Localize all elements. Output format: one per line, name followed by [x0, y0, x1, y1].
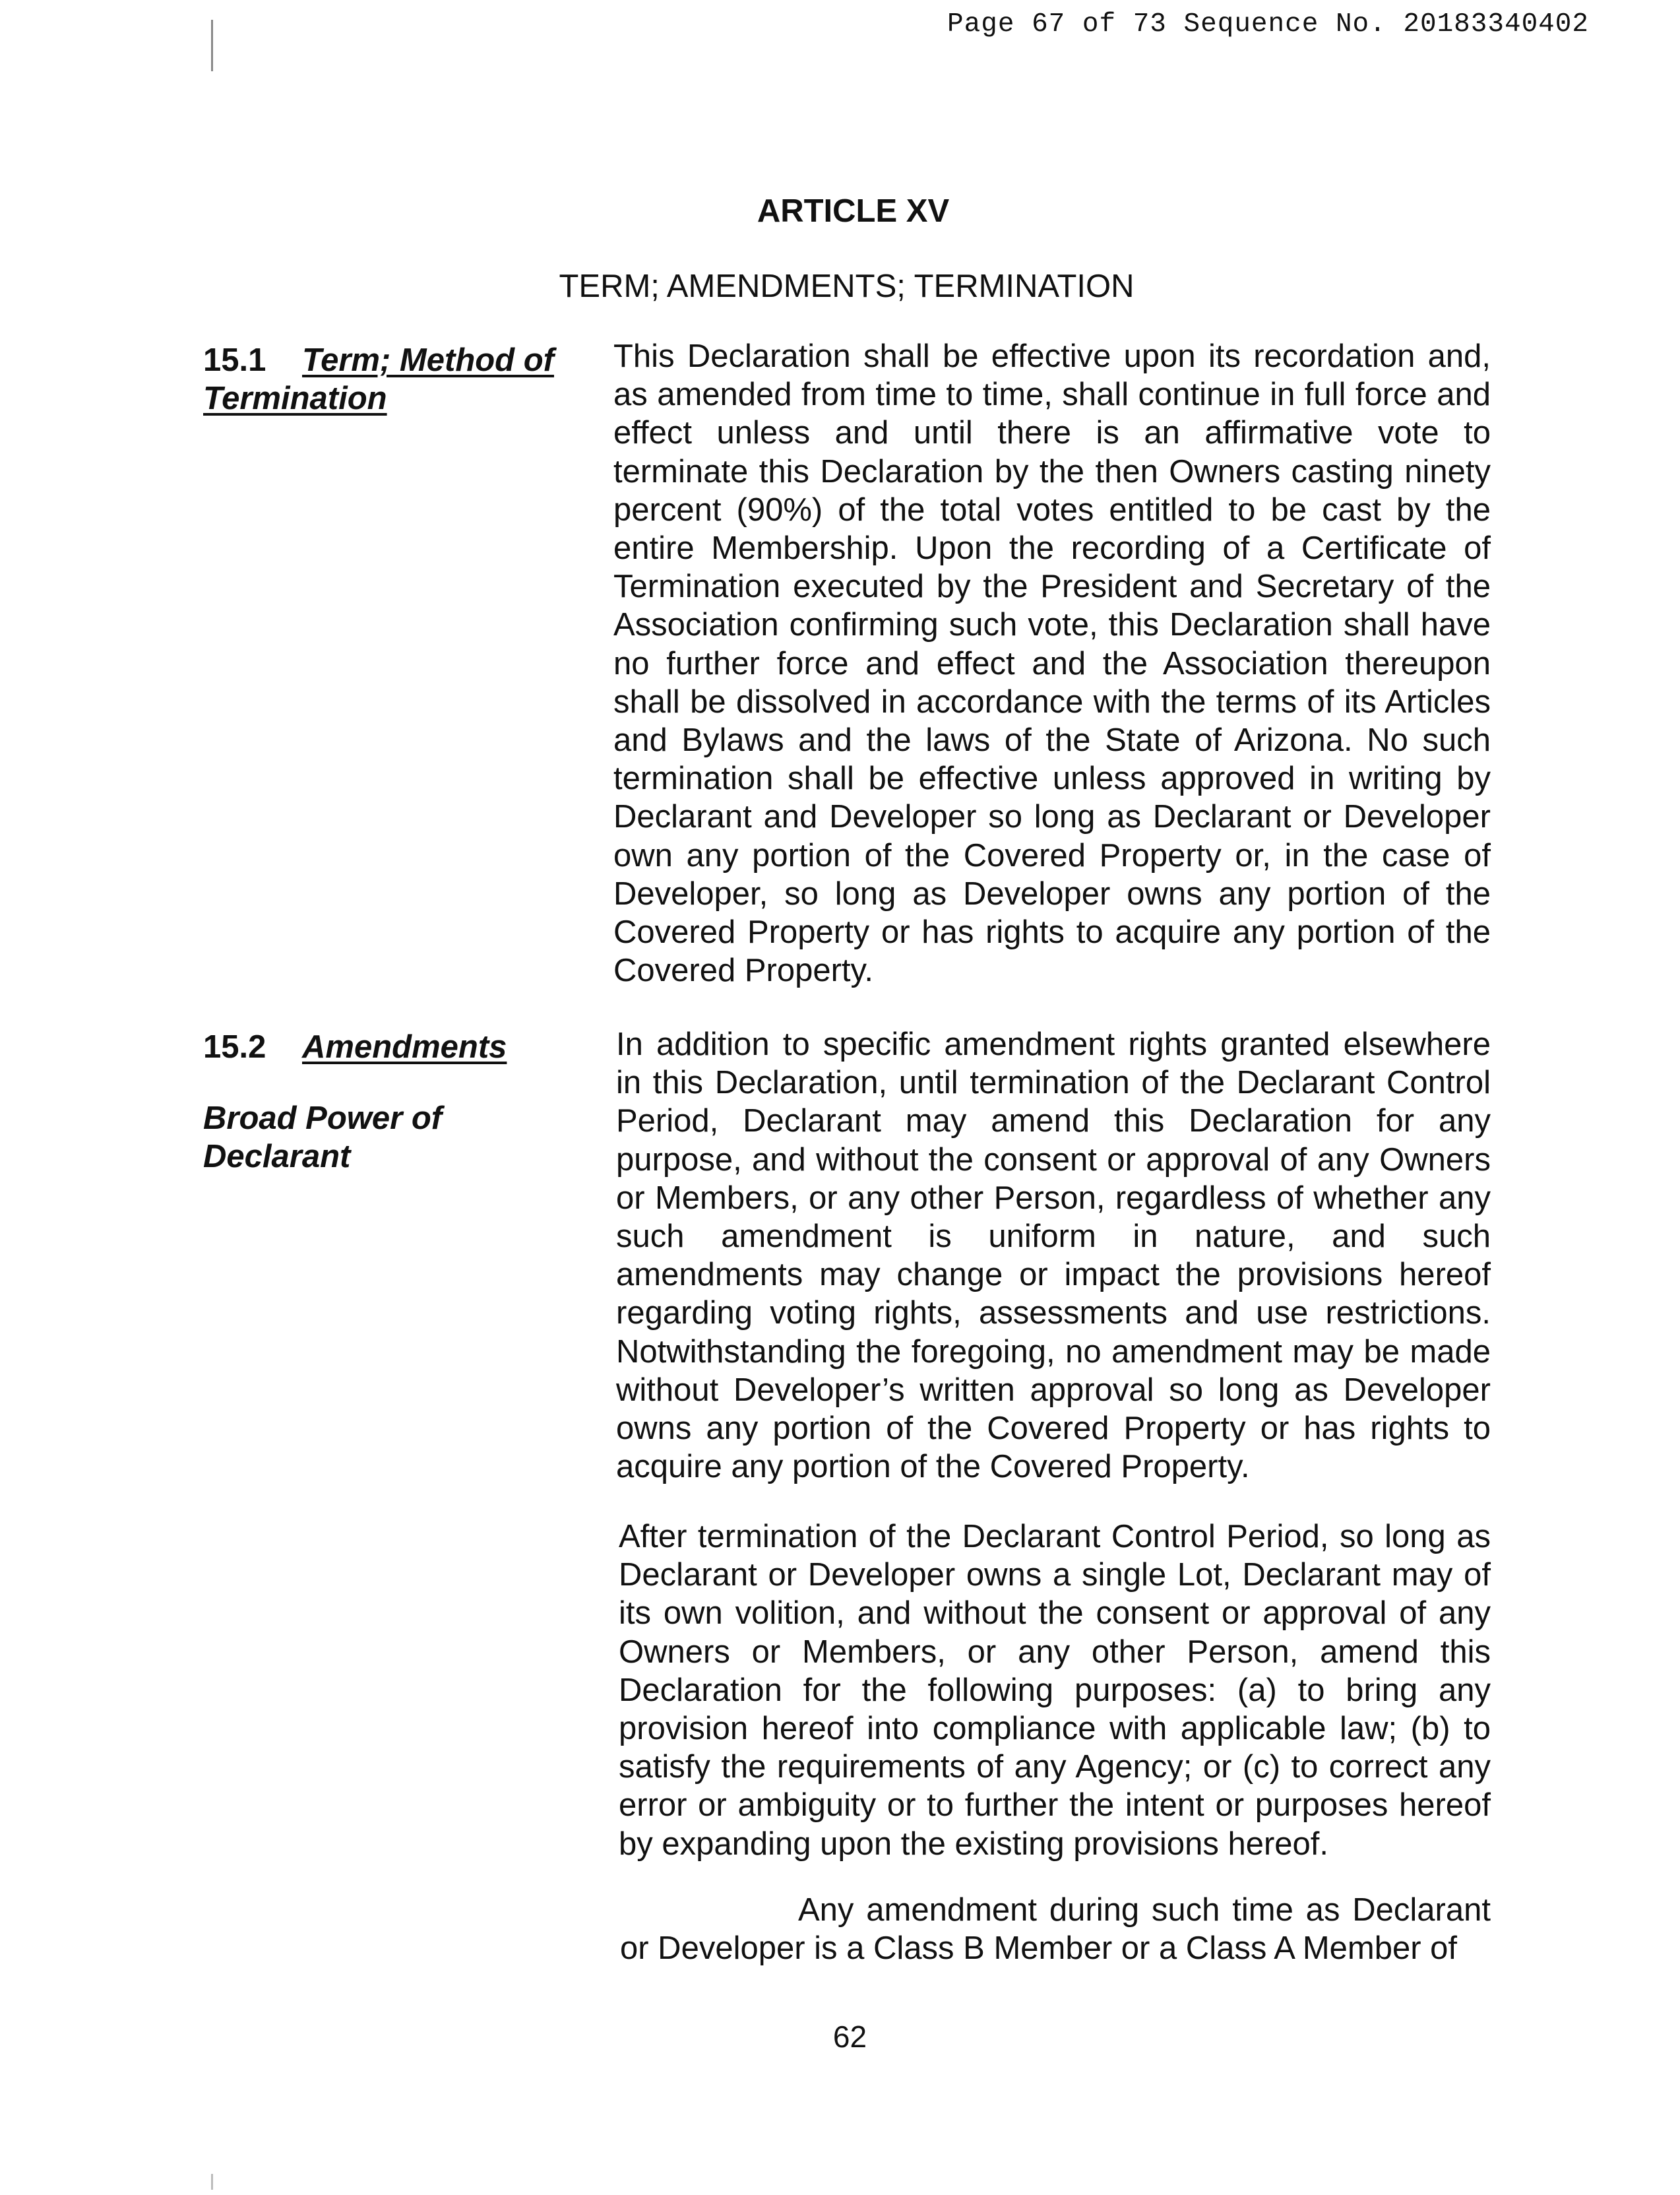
scan-margin-mark	[211, 20, 213, 71]
section-number: 15.1	[203, 342, 266, 378]
section-15-2-subheading	[203, 1099, 480, 1176]
subheading-line1: Broad Power of	[203, 1100, 443, 1136]
article-subtitle: TERM; AMENDMENTS; TERMINATION	[559, 269, 1135, 304]
section-15-1-paragraph: This Declaration shall be effective upon its recordation and, as amended from time to time, shall continue in full force and effect unless and until there is an affirmative vote to terminate this Declaration by the then Owners casting ninety percent (90%) of the total votes entitled to be cast by the entire Membership. Upon the recording of a Certificate of Termination executed by the President and Secretary of the Association confirming such vote, this Declaration shall have no further force and effect and the Association thereupon shall be dissolved in accordance with the terms of its Articles and Bylaws and the laws of the State of Arizona. No such termination shall be effective unless approved in writing by Declarant and Developer so long as Declarant or Developer own any portion of the Covered Property or, in the case of Developer, so long as Developer owns any portion of the Covered Property or has rights to acquire any portion of the Covered Property.	[613, 338, 1491, 989]
subheading-line2: Declarant	[203, 1139, 351, 1174]
section-heading-line1: Term; Method of	[302, 342, 554, 378]
section-15-1-heading	[203, 341, 554, 418]
section-15-2-paragraph-1: In addition to specific amendment rights granted elsewhere in this Declaration, until termination of the Declarant Control Period, Declarant may amend this Declaration for any purpose, and without the consent or approval of any Owners or Members, or any other Person, regardless of whether any such amendment is uniform in nature, and such amendments may change or impact the provisions hereof regarding voting rights, assessments and use restrictions. Notwithstanding the foregoing, no amendment may be made without Developer’s written approval so long as Developer owns any portion of the Covered Property or has rights to acquire any portion of the Covered Property.	[616, 1027, 1491, 1485]
article-title: ARTICLE XV	[757, 193, 950, 229]
section-number: 15.2	[203, 1029, 266, 1065]
page-number: 62	[832, 2020, 867, 2054]
section-15-2-heading	[203, 1028, 507, 1066]
section-15-2-paragraph-2: After termination of the Declarant Control Period, so long as Declarant or Developer owns a single Lot, Declarant may of its own volition, and without the consent or approval of any Owners or Members, or any other Person, amend this Declaration for the following purposes: (a) to bring any provision hereof into compliance with applicable law; (b) to satisfy the requirements of any Agency; or (c) to correct any error or ambiguity or to further the intent or purposes hereof by expanding upon the existing provisions hereof.	[619, 1519, 1491, 1862]
scan-margin-mark-bottom	[211, 2174, 213, 2190]
page-sequence-header: Page 67 of 73 Sequence No. 20183340402	[947, 9, 1589, 40]
section-heading: Amendments	[302, 1029, 507, 1065]
section-15-2-paragraph-3: Any amendment during such time as Declarant or Developer is a Class B Member or a Class A Member of	[620, 1892, 1491, 1967]
section-heading-line2: Termination	[203, 381, 387, 416]
